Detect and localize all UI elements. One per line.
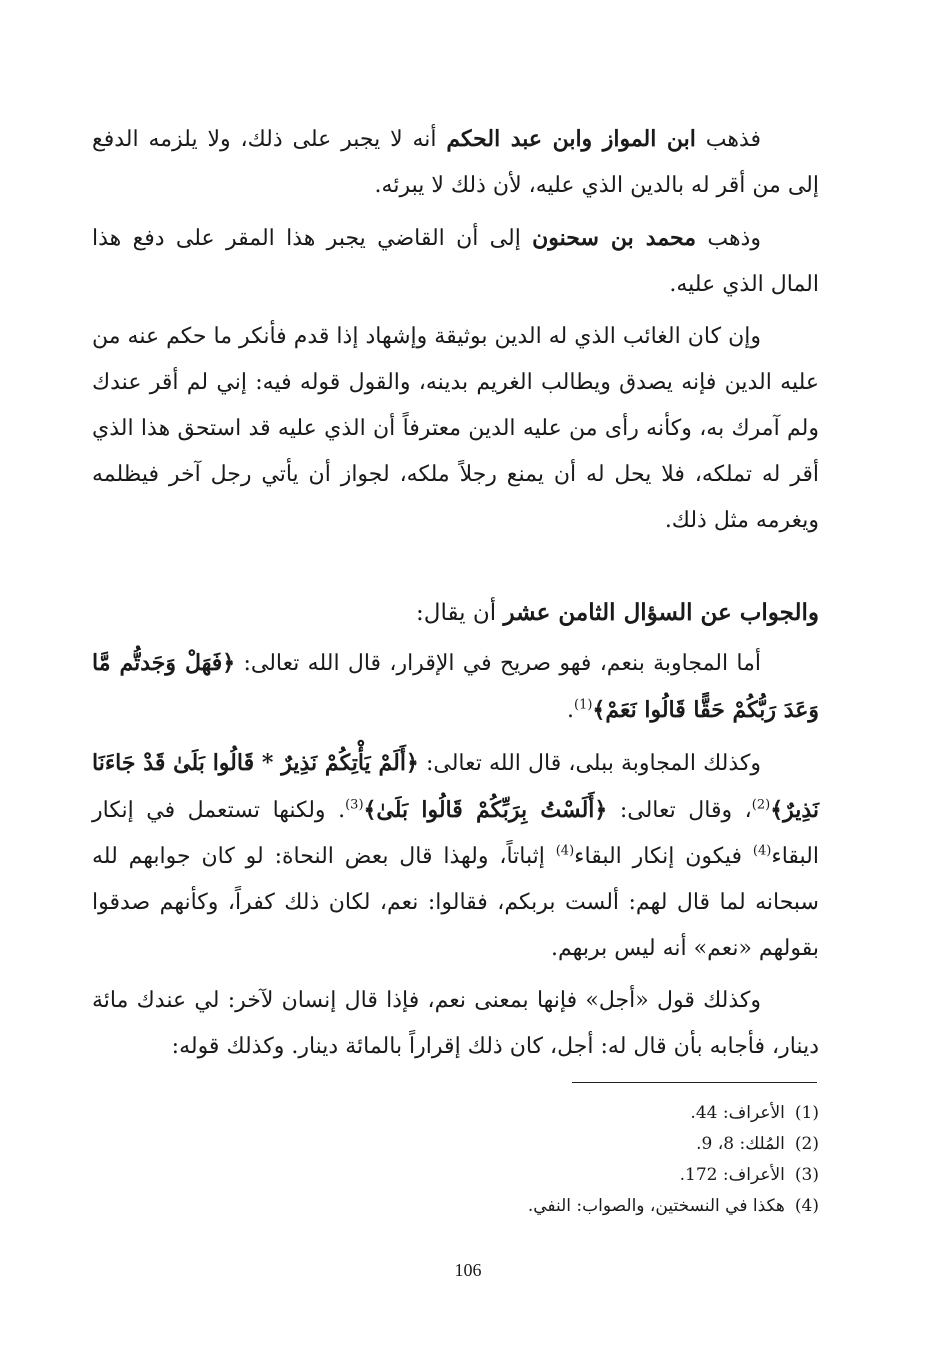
footnote-3: [300, 1160, 819, 1191]
paragraph-5-pre: وكذلك المجاوبة ببلى، قال الله تعالى:: [418, 751, 761, 776]
paragraph-4-post: .: [566, 698, 574, 723]
paragraph-2-pre: وذهب: [696, 226, 761, 251]
paragraph-1-names: ابن المواز وابن عبد الحكم: [446, 126, 696, 152]
footnote-4: [300, 1191, 819, 1222]
paragraph-5-mid2: . ولكنها تستعمل في إنكار البقاء: [92, 798, 819, 869]
paragraph-4: [92, 640, 819, 734]
paragraph-1: [92, 116, 819, 209]
footnote-number: (3): [794, 1165, 819, 1185]
footnote-ref-2[interactable]: (2): [751, 797, 771, 813]
footnote-text: هكذا في النسختين، والصواب: النفي.: [527, 1196, 785, 1216]
footnote-1: [300, 1098, 819, 1129]
footnote-text: المُلك: 8، 9.: [696, 1134, 785, 1154]
paragraph-1-pre: فذهب: [695, 127, 762, 152]
footnote-text: الأعراف: 172.: [679, 1165, 785, 1185]
paragraph-3: وإن كان الغائب الذي له الدين بوثيقة وإشهاد إذا قدم فأنكر ما حكم عنه من عليه الدين فإنه يصدق ويطالب الغريم بدينه، والقول قوله فيه: إني لم أقر عندك ولم آمرك به، وكأنه رأى من عليه الدين معترفاً أن الذي عليه قد استحق هذا الذي أقر له تملكه، فلا يحل له أن يمنع رجلاً ملكه، لجواز أن يأتي رجل آخر فيظلمه ويغرمه مثل ذلك.: [92, 324, 819, 533]
footnotes: [300, 1098, 819, 1222]
paragraph-6: وكذلك قول «أجل» فإنها بمعنى نعم، فإذا قال إنسان لآخر: لي عندك مائة دينار، فأجابه بأن قال له: أجل، كان ذلك إقراراً بالمائة دينار. وكذلك قوله:: [92, 988, 819, 1059]
footnote-divider: [572, 1082, 817, 1083]
quran-verse-1: ﴿فَهَلْ وَجَدتُّم مَّا وَعَدَ رَبُّكُمْ حَقًّا قَالُوا نَعَمْ﴾: [92, 650, 819, 723]
footnote-ref-4a[interactable]: (4): [752, 843, 772, 859]
paragraph-5: [92, 740, 819, 972]
paragraph-5-mid3: فيكون إنكار البقاء: [574, 844, 753, 869]
paragraph-2-post: إلى أن القاضي يجبر هذا المقر على دفع هذا المال الذي عليه.: [92, 226, 819, 297]
paragraph-4-pre: أما المجاوبة بنعم، فهو صريح في الإقرار، قال الله تعالى:: [235, 651, 761, 676]
quran-verse-2: ﴿أَلَمْ يَأْتِكُمْ نَذِيرٌ * قَالُوا بَلَىٰ قَدْ جَاءَنَا نَذِيرٌ﴾: [92, 750, 820, 823]
footnote-ref-4b[interactable]: (4): [555, 843, 575, 859]
paragraph-2: [92, 215, 819, 308]
footnote-number: (2): [794, 1134, 819, 1154]
footnote-number: (4): [794, 1196, 819, 1216]
paragraph-2-name: محمد بن سحنون: [532, 225, 697, 251]
section-heading-tail: أن يقال:: [416, 600, 504, 626]
footnote-ref-1[interactable]: (1): [573, 697, 593, 713]
quran-verse-3: ﴿أَلَسْتُ بِرَبِّكُمْ قَالُوا بَلَىٰ﴾: [363, 797, 608, 823]
paragraph-5-mid: ، وقال تعالى:: [607, 798, 752, 823]
footnote-2: [300, 1129, 819, 1160]
footnote-text: الأعراف: 44.: [690, 1103, 785, 1123]
text-block-bottom: [92, 590, 819, 1070]
paragraph-5-post: إثباتاً، ولهذا قال بعض النحاة: لو كان جوابهم لله سبحانه لما قال لهم: ألست بربكم، فقالوا: نعم، لكان ذلك كفراً، وكأنهم صدقوا بقولهم «نعم» أنه ليس بربهم.: [92, 844, 819, 961]
paragraph-1-post: أنه لا يجبر على ذلك، ولا يلزمه الدفع إلى من أقر له بالدين الذي عليه، لأن ذلك لا يبرئه.: [92, 127, 819, 198]
footnote-number: (1): [794, 1103, 819, 1123]
page-number: 106: [454, 1260, 482, 1280]
section-heading-title: والجواب عن السؤال الثامن عشر: [503, 599, 819, 626]
footnote-ref-3[interactable]: (3): [345, 797, 364, 813]
text-block-top: [92, 116, 819, 544]
section-heading: [92, 590, 819, 636]
